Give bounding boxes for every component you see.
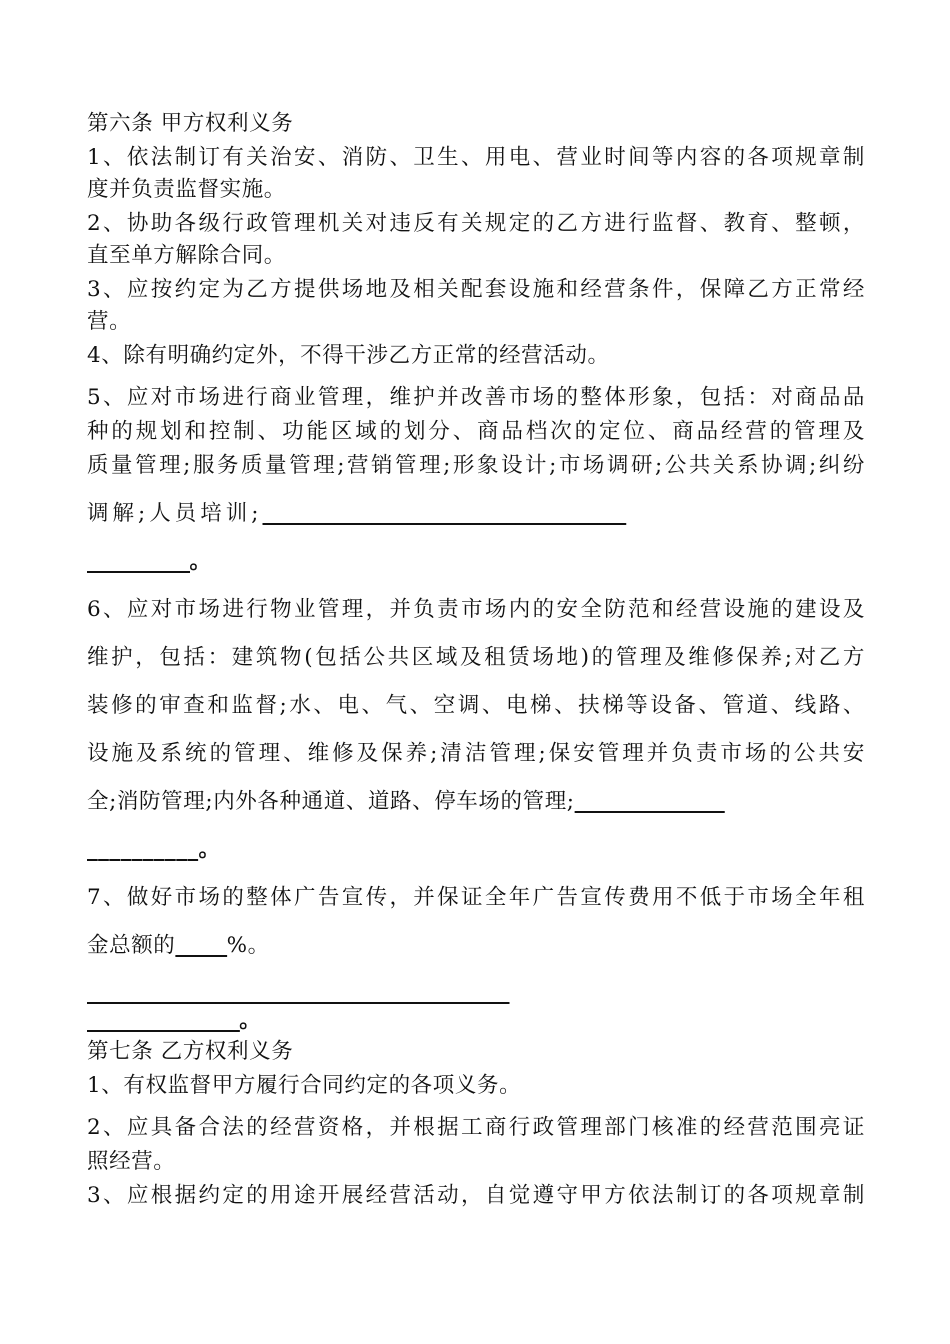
clause-6-6-line-4: 设施及系统的管理、维修及保养;清洁管理;保安管理并负责市场的公共安: [87, 741, 865, 766]
fill-blank-6-6: _______________: [574, 789, 724, 814]
fill-blank-percent: _____: [175, 933, 227, 958]
clause-7-3-line-1: 3、应根据约定的用途开展经营活动，自觉遵守甲方依法制订的各项规章制: [87, 1183, 865, 1208]
clause-6-7-line-4: [87, 1008, 865, 1034]
clause-6-7-text: 金总额的: [87, 933, 176, 958]
clause-6-6-text: 全;消防管理;内外各种通道、道路、停车场的管理;: [87, 789, 575, 814]
clause-6-5-line-3: 质量管理;服务质量管理;营销管理;形象设计;市场调研;公共关系协调;纠纷: [87, 453, 865, 478]
clause-6-6-line-5: [87, 778, 865, 826]
clause-6-2-line-2: 直至单方解除合同。: [87, 243, 286, 268]
clause-6-6-line-1: 6、应对市场进行物业管理，并负责市场内的安全防范和经营设施的建设及: [87, 597, 865, 622]
clause-6-7-line-3: [87, 978, 865, 1008]
percent-sign: %。: [226, 933, 270, 958]
clause-6-6-line-2: 维护，包括：建筑物(包括公共区域及租赁场地)的管理及维修保养;对乙方: [87, 645, 865, 670]
clause-6-1-line-1: 1、依法制订有关治安、消防、卫生、用电、营业时间等内容的各项规章制: [87, 145, 865, 170]
fill-blank-6-5-end: __________。: [87, 549, 211, 574]
clause-6-5-line-5: [87, 538, 865, 586]
clause-6-7-line-2: [87, 922, 865, 970]
clause-7-2-line-2: 照经营。: [87, 1149, 176, 1174]
article-6-heading: 第六条 甲方权利义务: [87, 111, 294, 136]
clause-6-2-line-1: 2、协助各级行政管理机关对违反有关规定的乙方进行监督、教育、整顿，: [87, 211, 865, 236]
clause-7-2-line-1: 2、应具备合法的经营资格，并根据工商行政管理部门核准的经营范围亮证: [87, 1115, 865, 1140]
clause-6-3-line-2: 营。: [87, 309, 132, 334]
fill-blank-6-7-end: _______________。: [87, 1008, 261, 1033]
clause-6-5-line-1: 5、应对市场进行商业管理，维护并改善市场的整体形象，包括：对商品品: [87, 385, 865, 410]
fill-blank-6-5: ________________________________________: [262, 501, 625, 526]
clause-7-1: 1、有权监督甲方履行合同约定的各项义务。: [87, 1073, 522, 1098]
clause-6-4: 4、除有明确约定外，不得干涉乙方正常的经营活动。: [87, 343, 610, 368]
clause-6-1-line-2: 度并负责监督实施。: [87, 177, 286, 202]
clause-6-6-line-6: [87, 826, 865, 874]
clause-6-6-line-3: 装修的审查和监督;水、电、气、空调、电梯、扶梯等设备、管道、线路、: [87, 693, 865, 718]
article-7-heading: 第七条 乙方权利义务: [87, 1039, 294, 1064]
clause-6-3-line-1: 3、应按约定为乙方提供场地及相关配套设施和经营条件，保障乙方正常经: [87, 277, 865, 302]
clause-6-5-line-4: [87, 490, 865, 538]
clause-6-7-line-1: 7、做好市场的整体广告宣传，并保证全年广告宣传费用不低于市场全年租: [87, 885, 865, 910]
fill-blank-6-6-end: __________。: [87, 837, 221, 862]
document-body: [87, 108, 865, 1212]
clause-6-5-text: 调解;人员培训;: [87, 501, 263, 526]
clause-6-5-line-2: 种的规划和控制、功能区域的划分、商品档次的定位、商品经营的管理及: [87, 419, 865, 444]
fill-blank-6-7: ______________________________________________: [87, 980, 508, 1005]
